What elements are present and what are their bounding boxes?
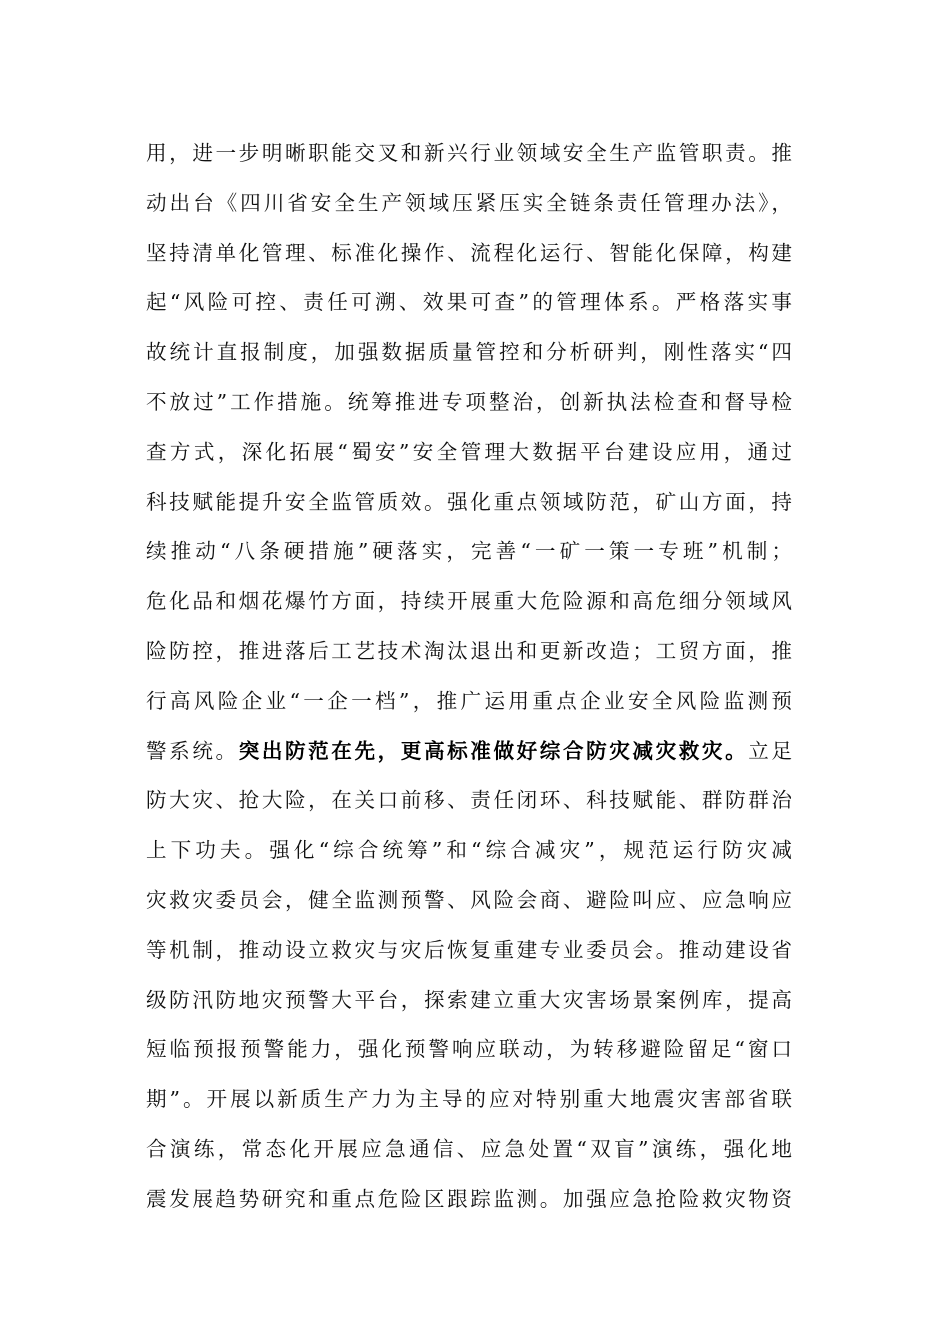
text-line: 起“风险可控、责任可溯、效果可查”的管理体系。严格落实事 (146, 290, 792, 315)
text-line: 科技赋能提升安全监管质效。强化重点领域防范，矿山方面，持 (146, 489, 792, 514)
text-line: 行高风险企业“一企一档”，推广运用重点企业安全风险监测预 (146, 688, 792, 713)
text-line: 坚持清单化管理、标准化操作、流程化运行、智能化保障，构建 (146, 240, 792, 265)
text-line: 动出台《四川省安全生产领域压紧压实全链条责任管理办法》， (146, 190, 792, 215)
text-run: 立足 (748, 738, 793, 763)
text-line: 用，进一步明晰职能交叉和新兴行业领域安全生产监管职责。推 (146, 141, 792, 165)
bold-heading-run: 突出防范在先，更高标准做好综合防灾减灾救灾。 (238, 738, 749, 763)
text-line: 故统计直报制度，加强数据质量管控和分析研判，刚性落实“四 (146, 340, 792, 365)
text-line: 续推动“八条硬措施”硬落实，完善“一矿一策一专班”机制； (146, 539, 792, 564)
text-line: 级防汛防地灾预警大平台，探索建立重大灾害场景案例库，提高 (146, 987, 792, 1012)
text-line: 防大灾、抢大险，在关口前移、责任闭环、科技赋能、群防群治 (146, 788, 792, 813)
text-line: 查方式，深化拓展“蜀安”安全管理大数据平台建设应用，通过 (146, 439, 792, 464)
text-line: 不放过”工作措施。统筹推进专项整治，创新执法检查和督导检 (146, 389, 792, 414)
text-line: 险防控，推进落后工艺技术淘汰退出和更新改造；工贸方面，推 (146, 638, 792, 663)
text-line: 震发展趋势研究和重点危险区跟踪监测。加强应急抢险救灾物资 (146, 1186, 792, 1211)
text-line: 危化品和烟花爆竹方面，持续开展重大危险源和高危细分领域风 (146, 589, 792, 614)
text-line: 等机制，推动设立救灾与灾后恢复重建专业委员会。推动建设省 (146, 937, 792, 962)
body-text (146, 129, 792, 1225)
text-line-mixed (146, 727, 792, 777)
text-run: 警系统。 (146, 738, 239, 763)
text-line: 期”。开展以新质生产力为主导的应对特别重大地震灾害部省联 (146, 1087, 792, 1112)
text-line: 灾救灾委员会，健全监测预警、风险会商、避险叫应、应急响应 (146, 887, 792, 912)
text-line: 短临预报预警能力，强化预警响应联动，为转移避险留足“窗口 (146, 1037, 792, 1062)
text-line: 上下功夫。强化“综合统筹”和“综合减灾”，规范运行防灾减 (146, 838, 792, 863)
text-line: 合演练，常态化开展应急通信、应急处置“双盲”演练，强化地 (146, 1136, 792, 1161)
